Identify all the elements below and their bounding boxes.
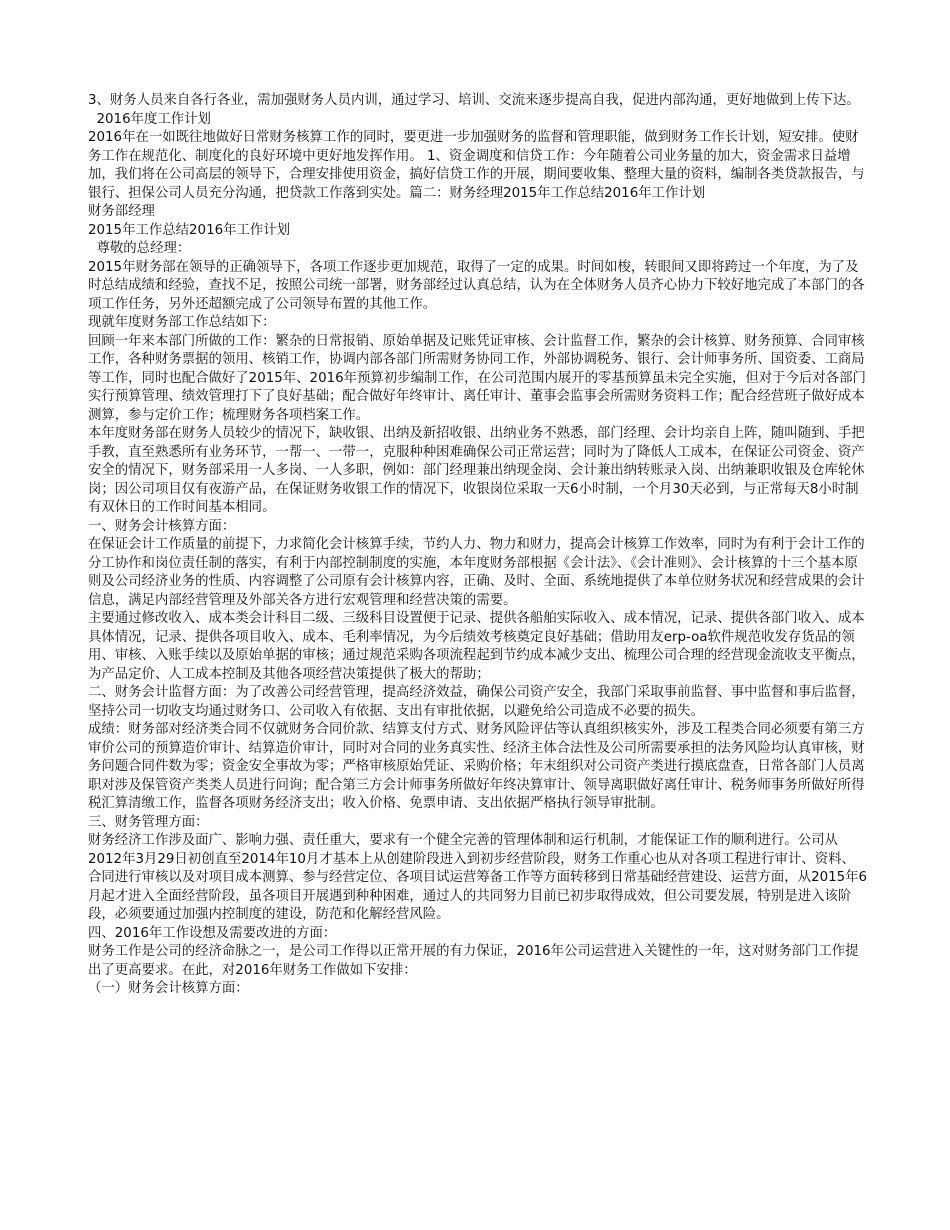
- paragraph: 现就年度财务部工作总结如下：: [88, 315, 276, 330]
- paragraph: 财务工作是公司的经济命脉之一，是公司工作得以正常开展的有力保证，2016年公司运营进入关键性的一年，这对财务部门工作提出了更高要求。在此，对2016年财务工作做如下安排：: [88, 944, 859, 978]
- paragraph: 回顾一年来本部门所做的工作：繁杂的日常报销、原始单据及记账凭证审核、会计监督工作，繁杂的会计核算、财务预算、合同审核工作，各种财务票据的领用、核销工作，协调内部各部门所需财务协同工作，外部协调税务、银行、会计师事务所、国资委、工商局等工作，同时也配合做好了2015年、2016年预算初步编制工作，在公司范围内展开的零基预算虽未完全实施，但对于今后对各部门实行预算管理、绩效管理打下了良好基础；配合做好年终审计、离任审计、董事会监事会所需财务资料工作；配合经营班子做好成本测算，参与定价工作；梳理财务各项档案工作。: [88, 333, 866, 423]
- paragraph: 财务经济工作涉及面广、影响力强、责任重大，要求有一个健全完善的管理体制和运行机制，才能保证工作的顺利进行。公司从2012年3月29日初创直至2014年10月才基本上从创建阶段进入到初步经营阶段，财务工作重心也从对各项工程进行审计、资料、合同进行审核以及对项目成本测算、参与经营定位、各项目试运营筹备工作等方面转移到日常基础经营建设、运营方面，从2015年6月起才进入全面经营阶段，虽各项目开展遇到种种困难，通过人的共同努力目前已初步取得成效，但公司要发展，特别是进入该阶段，必须要通过加强内控制度的建设，防范和化解经营风险。: [88, 833, 868, 922]
- heading-line: 财务部经理: [88, 204, 155, 219]
- section-heading: 一、财务会计核算方面：: [88, 518, 236, 534]
- heading-line: 2015年工作总结2016年工作计划: [88, 222, 291, 238]
- paragraph: 2015年财务部在领导的正确领导下，各项工作逐步更加规范，取得了一定的成果。时间如梭，转眼间又即将跨过一个年度，为了及时总结成绩和经验，查找不足，按照公司统一部署，财务部经过认真总结，认为在全体财务人员齐心协力下较好地完成了本部门的各项工作任务，另外还超额完成了公司领导布置的其他工作。: [88, 259, 865, 312]
- paragraph: 成绩：财务部对经济类合同不仅就财务合同价款、结算支付方式、财务风险评估等认真组织核实外，涉及工程类合同必须要有第三方审价公司的预算造价审计、结算造价审计，同时对合同的业务真实性、经济主体合法性及公司所需要承担的法务风险均认真审核，财务问题合同件数为零；资金安全事故为零；严格审核原始凭证、采购价格；年末组织对公司资产类进行摸底盘查，日常各部门人员离职对涉及保管资产类类人员进行问询；配合第三方会计师事务所做好年终决算审计、领导离职做好离任审计、税务师事务所做好所得税汇算清缴工作，监督各项财务经济支出；收入价格、免票申请、支出依据严格执行领导审批制。: [88, 722, 865, 811]
- document-body: [88, 92, 868, 999]
- section-heading: 三、财务管理方面：: [88, 814, 209, 830]
- paragraph: 2016年在一如既往地做好日常财务核算工作的同时，要更进一步加强财务的监督和管理职能，做到财务工作长计划，短安排。使财务工作在规范化、制度化的良好环境中更好地发挥作用。 1、资金调度和信贷工作：今年随着公司业务量的加大，资金需求日益增加，我们将在公司高层的领导下，合理安排使用资金，搞好信贷工作的开展，期间要收集、整理大量的资料，编制各类贷款报告，与银行、担保公司人员充分沟通，把贷款工作落到实处。篇二：财务经理2015年工作总结2016年工作计划: [88, 130, 865, 201]
- paragraph: 3、财务人员来自各行各业，需加强财务人员内训，通过学习、培训、交流来逐步提高自我，促进内部沟通，更好地做到上传下达。: [88, 93, 860, 108]
- paragraph: 二、财务会计监督方面：为了改善公司经营管理，提高经济效益，确保公司资产安全，我部门采取事前监督、事中监督和事后监督，坚持公司一切收支均通过财务口、公司收入有依据、支出有审批依据，以避免给公司造成不必要的损失。: [88, 685, 865, 719]
- subsection-heading: （一）财务会计核算方面：: [88, 981, 249, 996]
- salutation: 尊敬的总经理：: [88, 241, 191, 256]
- paragraph: 本年度财务部在财务人员较少的情况下，缺收银、出纳及新招收银、出纳业务不熟悉，部门经理、会计均亲自上阵，随叫随到、手把手教，直至熟悉所有业务环节，一帮一、一带一，克服种种困难确保公司正常运营；同时为了降低人工成本，在保证公司资金、资产安全的情况下，财务部采用一人多岗、一人多职，例如：部门经理兼出纳现金岗、会计兼出纳转账录入岗、出纳兼职收银及仓库轮休岗；因公司项目仅有夜游产品，在保证财务收银工作的情况下，收银岗位采取一天6小时制，一个月30天必到，与正常每天8小时制有双休日的工作时间基本相同。: [88, 426, 865, 515]
- section-heading: 四、2016年工作设想及需要改进的方面：: [88, 925, 337, 941]
- paragraph: 主要通过修改收入、成本类会计科目二级、三级科目设置便于记录、提供各船舶实际收入、成本情况，记录、提供各部门收入、成本具体情况，记录、提供各项目收入、成本、毛利率情况，为今后绩效考核奠定良好基础；借助用友erp-oa软件规范收发存货品的领用、审核、入账手续以及原始单据的审核；通过规范采购各项流程起到节约成本减少支出、梳理公司合理的经营现金流收支平衡点，为产品定价、人工成本控制及其他各项经营决策提供了极大的帮助；: [88, 611, 865, 682]
- section-heading: 2016年度工作计划: [88, 111, 211, 127]
- paragraph: 在保证会计工作质量的前提下，力求简化会计核算手续，节约人力、物力和财力，提高会计核算工作效率，同时为有利于会计工作的分工协作和岗位责任制的落实，有利于内部控制制度的实施，本年度财务部根据《会计法》、《会计准则》、会计核算的十三个基本原则及公司经济业务的性质、内容调整了公司原有会计核算内容，正确、及时、全面、系统地提供了本单位财务状况和经营成果的会计信息，满足内部经营管理及外部关各方进行宏观管理和经营决策的需要。: [88, 537, 865, 608]
